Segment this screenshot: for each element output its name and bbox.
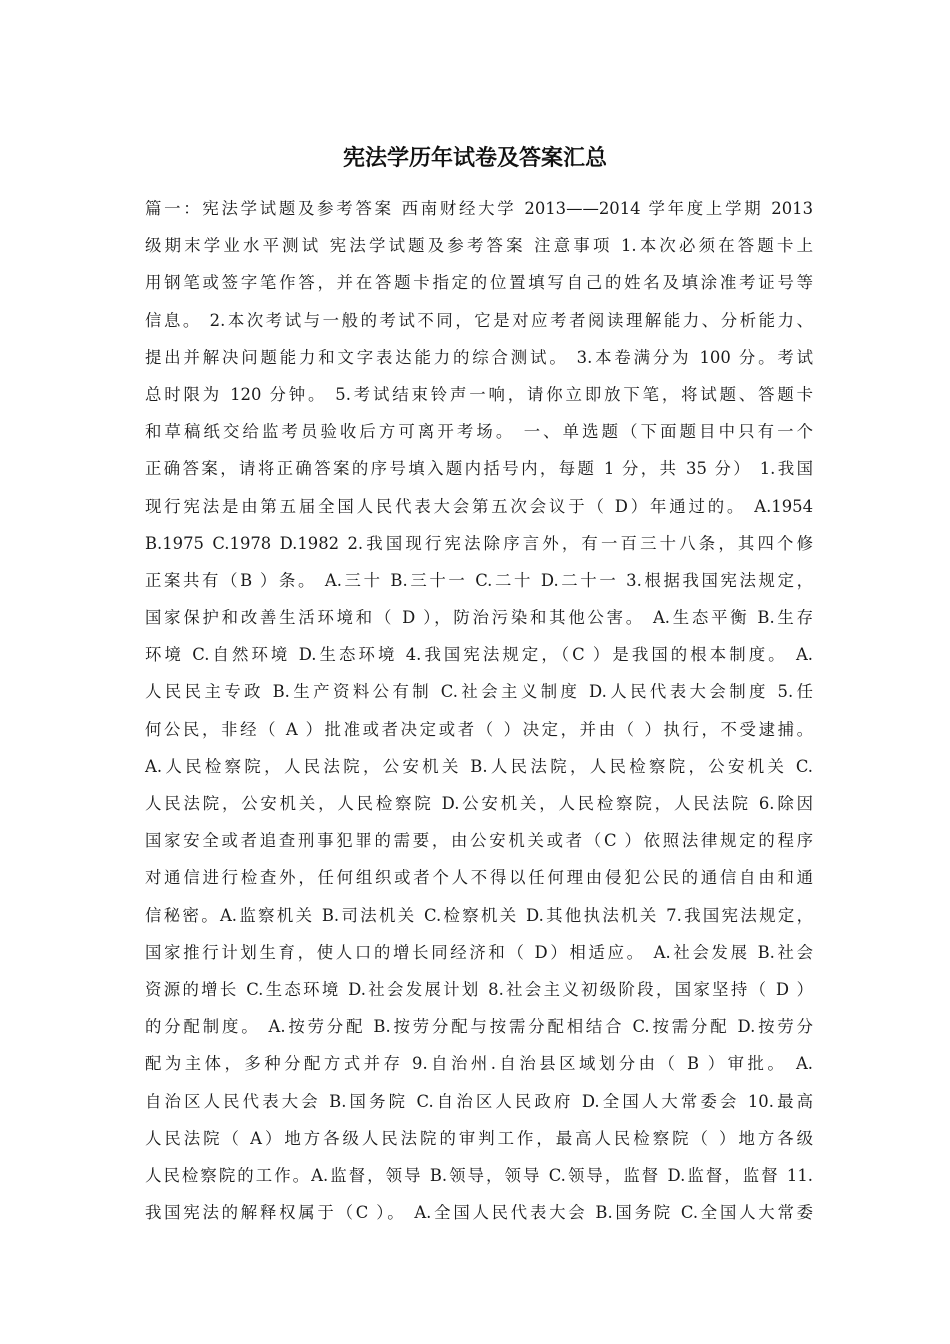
text-line: 级期末学业水平测试 宪法学试题及参考答案 注意事项 1.本次必须在答题卡上 (145, 236, 813, 256)
text-line: 自治区人民代表大会 B.国务院 C.自治区人民政府 D.全国人大常委会 10.最高 (145, 1091, 813, 1111)
text-line: B.1975 C.1978 D.1982 2.我国现行宪法除序言外，有一百三十八条，其四个修 (145, 533, 813, 553)
text-line: 对通信进行检查外，任何组织或者个人不得以任何理由侵犯公民的通信自由和通 (145, 868, 813, 888)
text-line: 国家推行计划生育，使人口的增长同经济和（ D）相适应。 A.社会发展 B.社会 (145, 942, 813, 962)
text-line: 人民检察院的工作。A.监督，领导 B.领导，领导 C.领导，监督 D.监督，监督 11. (145, 1165, 813, 1185)
text-line: 我国宪法的解释权属于（C ）。 A.全国人民代表大会 B.国务院 C.全国人大常委 (145, 1203, 813, 1223)
text-line: 总时限为 120 分钟。 5.考试结束铃声一响，请你立即放下笔，将试题、答题卡 (145, 384, 813, 404)
text-line: 信息。 2.本次考试与一般的考试不同，它是对应考者阅读理解能力、分析能力、 (145, 310, 813, 330)
text-line: 人民民主专政 B.生产资料公有制 C.社会主义制度 D.人民代表大会制度 5.任 (145, 682, 813, 702)
text-line: A.人民检察院，人民法院，公安机关 B.人民法院，人民检察院，公安机关 C. (145, 756, 813, 776)
text-line: 信秘密。A.监察机关 B.司法机关 C.检察机关 D.其他执法机关 7.我国宪法规定， (145, 905, 813, 925)
text-line: 人民法院，公安机关，人民检察院 D.公安机关，人民检察院，人民法院 6.除因 (145, 794, 813, 813)
text-line: 提出并解决问题能力和文字表达能力的综合测试。 3.本卷满分为 100 分。考试 (145, 347, 813, 367)
text-line: 环境 C.自然环境 D.生态环境 4.我国宪法规定，（C ）是我国的根本制度。 A. (145, 645, 813, 665)
text-line: 的分配制度。 A.按劳分配 B.按劳分配与按需分配相结合 C.按需分配 D.按劳分 (145, 1017, 813, 1037)
text-line: 现行宪法是由第五届全国人民代表大会第五次会议于（ D）年通过的。 A.1954 (145, 496, 813, 516)
text-line: 人民法院（ A）地方各级人民法院的审判工作，最高人民检察院（ ）地方各级 (145, 1128, 813, 1148)
text-line: 和草稿纸交给监考员验收后方可离开考场。 一、单选题（下面题目中只有一个 (145, 422, 813, 442)
document-title: 宪法学历年试卷及答案汇总 (342, 145, 607, 171)
text-line: 国家安全或者追查刑事犯罪的需要，由公安机关或者（C ）依照法律规定的程序 (145, 831, 813, 851)
document-body (145, 190, 813, 1231)
text-line: 正确答案，请将正确答案的序号填入题内括号内，每题 1 分，共 35 分） 1.我国 (145, 459, 813, 479)
text-line: 篇一：宪法学试题及参考答案 西南财经大学 2013——2014 学年度上学期 2013 (145, 199, 813, 218)
text-line: 配为主体，多种分配方式并存 9.自治州.自治县区域划分由（ B ）审批。 A. (145, 1054, 813, 1074)
text-line: 资源的增长 C.生态环境 D.社会发展计划 8.社会主义初级阶段，国家坚持（ D ） (145, 979, 813, 999)
text-line: 正案共有（B ）条。 A.三十 B.三十一 C.二十 D.二十一 3.根据我国宪法规定， (145, 570, 813, 590)
text-line: 用钢笔或签字笔作答，并在答题卡指定的位置填写自己的姓名及填涂准考证号等 (145, 273, 813, 293)
text-line: 何公民，非经（ A ）批准或者决定或者（ ）决定，并由（ ）执行，不受逮捕。 (145, 719, 813, 739)
text-line: 国家保护和改善生活环境和（ D ），防治污染和其他公害。 A.生态平衡 B.生存 (145, 608, 813, 628)
